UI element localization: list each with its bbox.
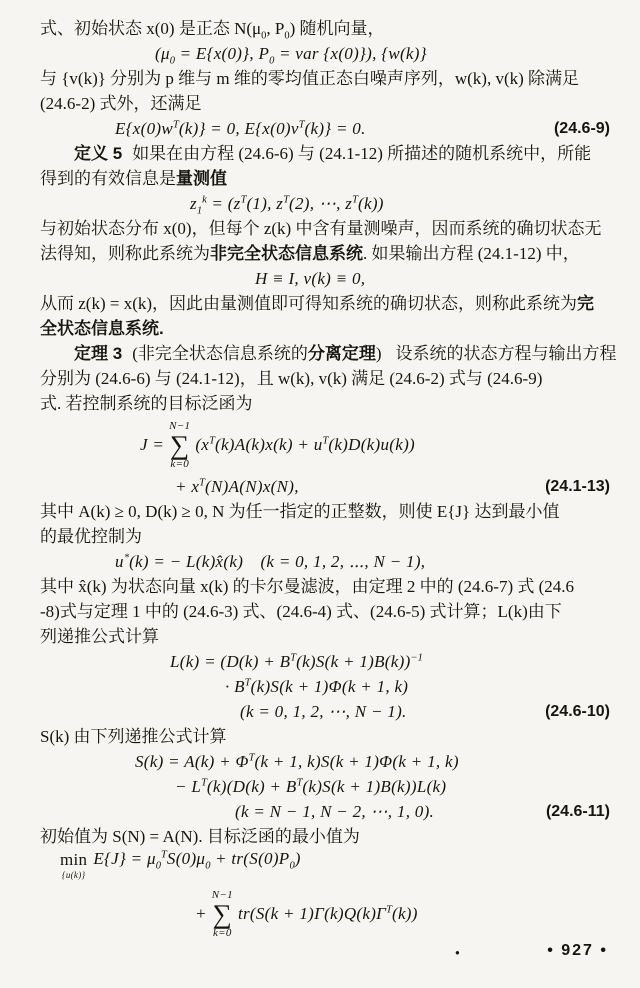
body-text: 与 {v(k)} 分别为 p 维与 m 维的零均值正态白噪声序列，w(k), v(k) 除满足 [40,69,580,88]
body-line [40,624,610,649]
body-line [40,316,610,341]
ink-mark: ● [455,948,460,957]
equation-text: $z_1^k = (z^T(1)$, $z^T(2)$, ⋯, $z^T(k)$) [190,194,384,217]
summation-lower-limit: k=0 [213,926,232,939]
body-line [40,16,610,41]
summation [169,421,190,470]
body-line [40,599,610,624]
definition-label: 定义 5 [74,144,123,163]
sigma-symbol: ∑ [212,898,233,929]
body-line [40,824,610,849]
body-text: 与初始状态分布 x(0)，但每个 z(k) 中含有量测噪声，因而系统的确切状态无 [40,219,602,238]
body-text: ) [375,344,382,363]
equation-text: ($\mu_0 = E\{x(0)\}$, $P_0$ = var {x(0)}), {w(k)} [155,44,427,67]
body-text: . 如果输出方程 (24.1-12) 中， [363,244,580,263]
equation-number: (24.6-10) [545,703,610,720]
body-line [40,391,610,416]
equation-text: + $x^T(N)A(N)x(N)$, [175,477,299,496]
body-line [40,499,610,524]
equation-number: (24.6-11) [545,803,610,820]
body-text: 的最优控制为 [40,527,142,546]
body-text: (非完全状态信息系统的 [132,344,308,363]
equation-text: $E\{x(0)w^T(k)\} = 0$, $E\{x(0)v^T(k)\} = 0$. [115,119,366,138]
summation [212,890,233,939]
bold-term-complete-state-info-system: 全状态信息系统. [40,319,164,338]
equation-rhs: $(x^T(k)A(k)x(k) + u^T(k)D(k)u(k))$ [195,435,416,454]
body-line [40,216,610,241]
body-line [40,724,610,749]
page-footer [0,942,640,967]
body-line [40,91,610,116]
theorem-label: 定理 3 [74,344,123,363]
theorem-3-line [40,341,617,366]
min-subscript: {u(k)} [61,870,86,880]
body-line [40,241,610,266]
body-line [40,574,610,599]
body-line [40,524,610,549]
summation-lower-limit: k=0 [170,457,190,470]
equation-text: $tr(S(k + 1)\Gamma(k)Q(k)\Gamma^T(k))$ [237,904,418,923]
equation-z-vector [40,191,610,216]
summation-upper-limit: N−1 [211,888,233,901]
body-text: 从而 z(k) = x(k)，因此由量测值即可得知系统的确切状态，则称此系统为 [40,294,578,313]
equation-min-line1 [40,849,610,885]
body-text: 设系统的状态方程与输出方程 [395,344,617,363]
plus-sign: + [195,904,207,923]
equation-optimal-control [40,549,610,574]
equation-text: · $B^T(k)S(k + 1)\Phi(k + 1$, k) [225,677,409,696]
body-text: (24.6-2) 式外，还满足 [40,94,202,113]
body-line [40,66,610,91]
body-text: 得到的有效信息是 [40,169,176,188]
body-text: 列递推公式计算 [40,627,159,646]
equation-24-6-9 [40,116,610,141]
bold-term-complete-start: 完 [577,294,595,313]
bold-term-measurement: 量测值 [176,169,227,188]
min-word: min [60,850,88,869]
equation-number: (24.6-9) [553,120,610,137]
equation-text: u*(k) = − L(k)x̂(k) (k = 0, 1, 2, ⋯, N − 1), [115,552,426,571]
min-operator [60,849,87,880]
equation-24-6-11-line2 [40,774,610,799]
equation-24-6-10-line3 [40,699,610,724]
equation-text: $E\{J\} = \mu_0^TS(0)\mu_0 + tr(S(0)P_0)$ [93,849,301,872]
body-text: 分别为 (24.6-6) 与 (24.1-12)，且 w(k), v(k) 满足 (24.6-2) 式与 (24.6-9) [40,369,543,388]
equation-number: (24.1-13) [545,478,610,495]
equation-min-line2-sum [40,885,610,943]
equation-24-6-10-line2 [40,674,610,699]
equation-mu0-p0 [40,41,610,66]
body-text: 法得知，则称此系统为 [40,244,210,263]
equation-text: $S(k) = A(k) + \Phi^T(k + 1$, k)S(k + 1)Φ(k + 1, k) [135,752,459,771]
body-line [40,166,610,191]
equation-text: H ≡ I, v(k) ≡ 0, [255,269,366,288]
body-line [40,291,610,316]
body-text: 式. 若控制系统的目标泛函为 [40,394,253,413]
equation-24-6-10-line1 [40,649,610,674]
summation-upper-limit: N−1 [169,419,191,432]
body-text: S(k) 由下列递推公式计算 [40,727,227,746]
definition-5-line [40,141,610,166]
body-text: 其中 A(k) ≥ 0, D(k) ≥ 0, N 为任一指定的正整数，则使 E{J} 达到最小值 [40,502,560,521]
equation-24-6-11-line1 [40,749,610,774]
equation-24-1-13-second-line [40,474,610,499]
bold-term-separation-theorem: 分离定理 [307,344,376,363]
equation-text: (k = N − 1, N − 2, ⋯, 1, 0). [235,802,435,821]
body-text: 如果在由方程 (24.6-6) 与 (24.1-12) 所描述的随机系统中，所能 [132,144,592,163]
equation-h-identity [40,266,610,291]
body-text: 其中 x̂(k) 为状态向量 x(k) 的卡尔曼滤波，由定理 2 中的 (24.6-7) 式 (24.6 [40,577,575,596]
equation-lhs: J = [140,435,165,454]
sigma-symbol: ∑ [169,429,190,460]
equation-24-1-13-sum-line [40,416,610,474]
equation-text: (k = 0, 1, 2, ⋯, N − 1). [240,702,407,721]
equation-24-6-11-line3 [40,799,610,824]
body-text: 初始值为 S(N) = A(N). 目标泛函的最小值为 [40,827,360,846]
bold-term-incomplete-state-info-system: 非完全状态信息系统 [210,244,363,263]
page-number: • 927 • [547,942,608,959]
equation-text: $L(k) = (D(k) + B^T(k)S(k + 1)B(k))^{-1}$ [170,652,423,671]
equation-text: − $L^T(k)(D(k) + B^T(k)S(k + 1)B(k))L(k)$ [175,777,447,796]
body-text: -8)式与定理 1 中的 (24.6-3) 式、(24.6-4) 式、(24.6-5) 式计算；L(k)由下 [40,602,562,621]
body-line [40,366,610,391]
body-text: 式、初始状态 x(0) 是正态 $N(\mu_0$, $P_0$) 随机向量， [40,19,385,42]
